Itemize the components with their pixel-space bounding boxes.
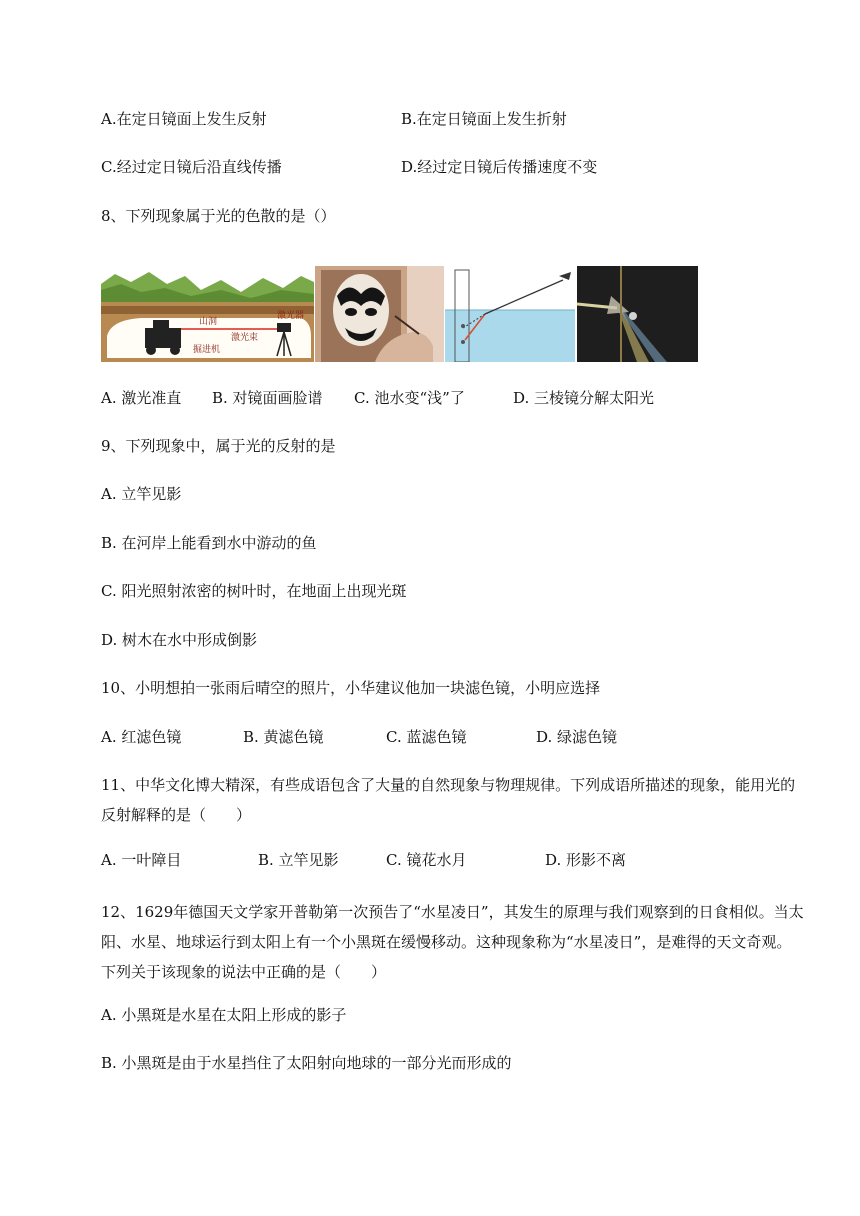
q12-option-a: A. 小黑斑是水星在太阳上形成的影子 — [101, 1006, 347, 1024]
q7-option-b: B.在定日镜面上发生折射 — [401, 110, 567, 128]
q9-question: 9、下列现象中，属于光的反射的是 — [101, 437, 336, 455]
pool-refraction-image — [445, 266, 575, 362]
q11-option-b: B. 立竿见影 — [258, 851, 339, 869]
q9-option-a: A. 立竿见影 — [101, 485, 182, 503]
q8-option-c: C. 池水变“浅”了 — [354, 389, 465, 407]
q11-option-c: C. 镜花水月 — [386, 851, 467, 869]
q7-option-c: C.经过定日镜后沿直线传播 — [101, 158, 282, 176]
prism-dispersion-image — [577, 266, 698, 362]
q12-question: 12、1629年德国天文学家开普勒第一次预告了“水星凌日”，其发生的原理与我们观察到的日食相似。当太阳、水星、地球运行到太阳上有一个小黑斑在缓慢移动。这种现象称为“水星凌日”，是难得的天文奇观。下列关于该现象的说法中正确的是（ ） — [101, 903, 804, 981]
q7-option-a: A.在定日镜面上发生反射 — [101, 110, 267, 128]
q9-option-d: D. 树木在水中形成倒影 — [101, 631, 258, 649]
q8-option-a: A. 激光准直 — [101, 389, 182, 407]
q9-option-c: C. 阳光照射浓密的树叶时，在地面上出现光斑 — [101, 582, 407, 600]
q11-option-d: D. 形影不离 — [545, 851, 627, 869]
q10-question: 10、小明想拍一张雨后晴空的照片，小华建议他加一块滤色镜，小明应选择 — [101, 679, 601, 697]
beam-label: 激光束 — [231, 333, 259, 343]
q11-question: 11、中华文化博大精深，有些成语包含了大量的自然现象与物理规律。下列成语所描述的现象，能用光的反射解释的是（ ） — [101, 776, 796, 824]
cave-label: 山洞 — [199, 317, 218, 327]
q10-option-a: A. 红滤色镜 — [101, 728, 182, 746]
q8-option-b: B. 对镜面画脸谱 — [212, 389, 323, 407]
q10-option-b: B. 黄滤色镜 — [243, 728, 324, 746]
q10-option-d: D. 绿滤色镜 — [536, 728, 618, 746]
laser-label: 激光器 — [277, 311, 305, 321]
machine-label: 掘进机 — [193, 345, 221, 355]
q8-question: 8、下列现象属于光的色散的是（） — [101, 207, 336, 225]
q12-option-b: B. 小黑斑是由于水星挡住了太阳射向地球的一部分光而形成的 — [101, 1054, 512, 1072]
laser-tunnel-image — [101, 266, 314, 362]
q11-option-a: A. 一叶障目 — [101, 851, 182, 869]
q7-option-d: D.经过定日镜后传播速度不变 — [401, 158, 598, 176]
q10-option-c: C. 蓝滤色镜 — [386, 728, 467, 746]
mirror-face-painting-image — [315, 266, 444, 362]
q9-option-b: B. 在河岸上能看到水中游动的鱼 — [101, 534, 317, 552]
q8-option-d: D. 三棱镜分解太阳光 — [513, 389, 655, 407]
